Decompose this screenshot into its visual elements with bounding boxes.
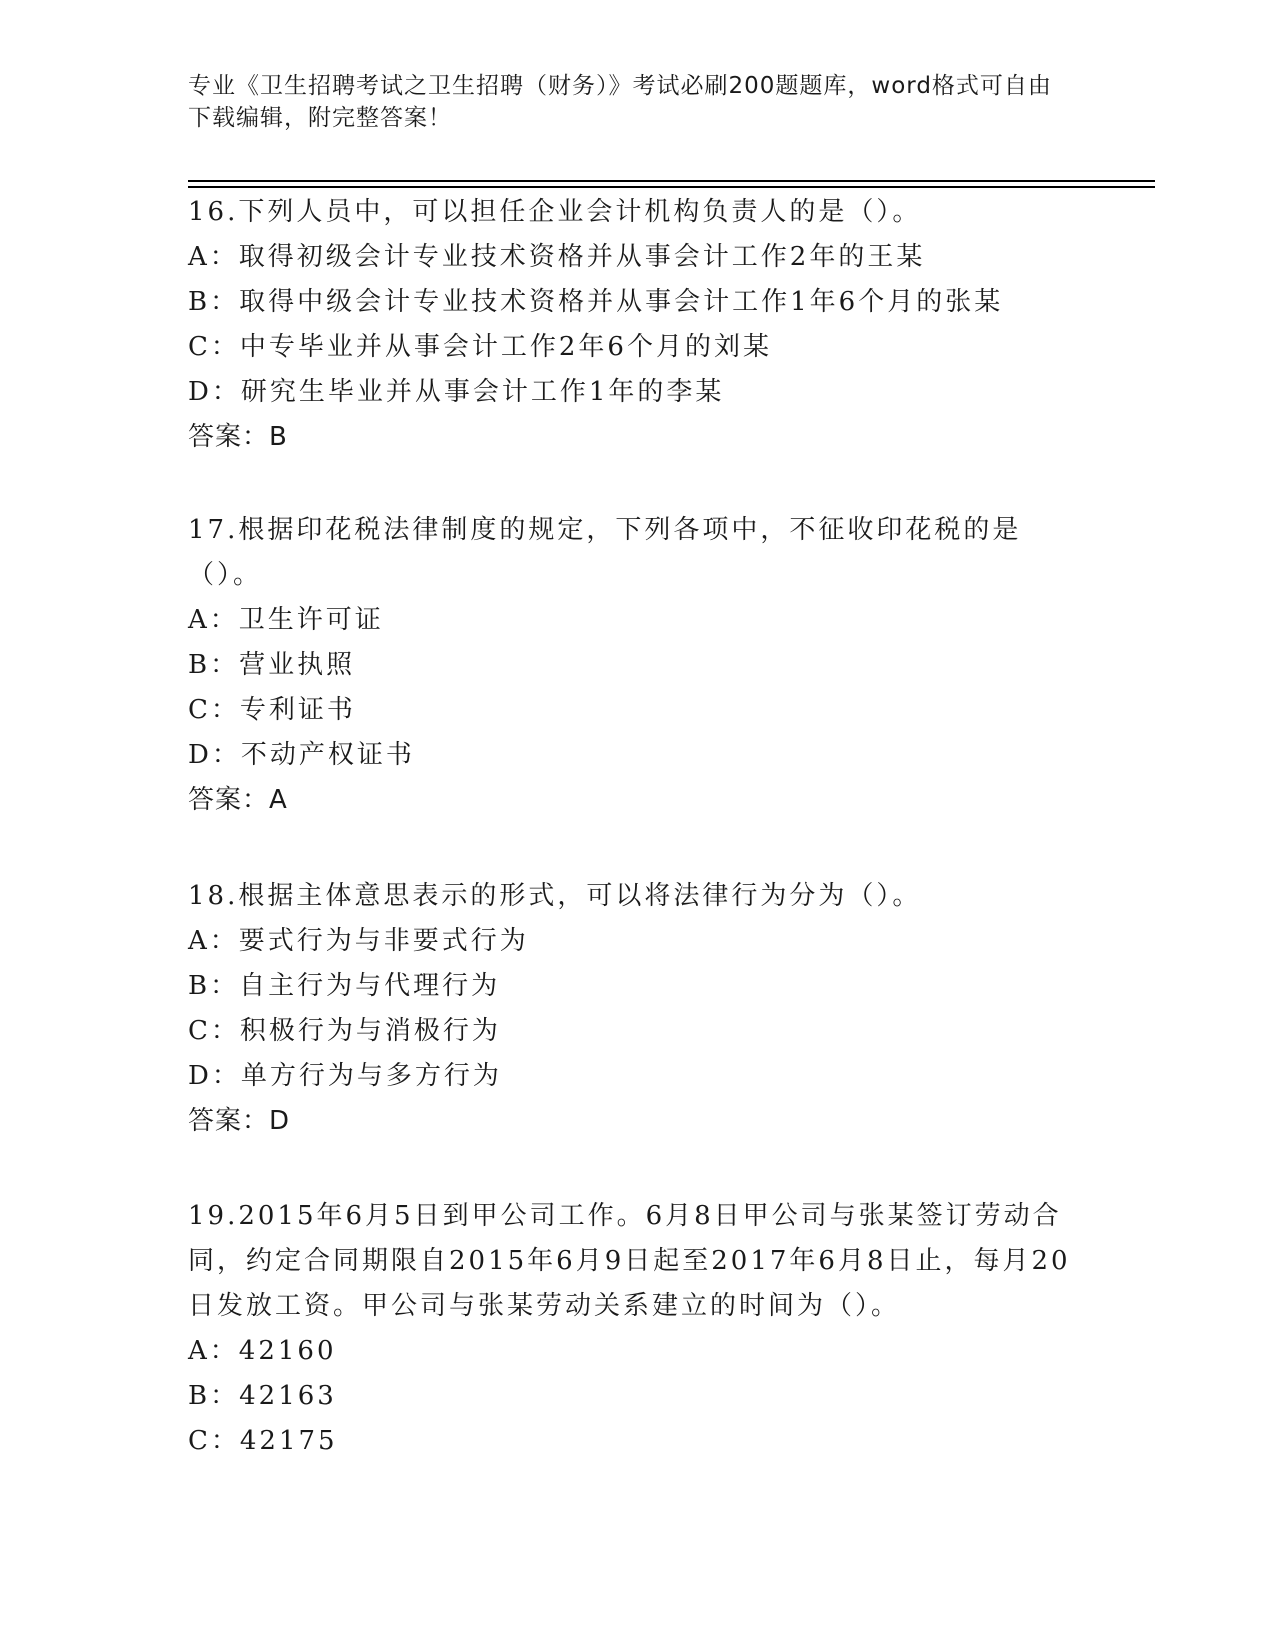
option-a: A：卫生许可证 bbox=[188, 605, 384, 635]
option-c: C：积极行为与消极行为 bbox=[188, 1016, 501, 1046]
option-c: C：专利证书 bbox=[188, 695, 356, 725]
document-header: 专业《卫生招聘考试之卫生招聘（财务）》考试必刷200题题库，word格式可自由下载编辑，附完整答案！ bbox=[188, 73, 1052, 131]
option-b: B：取得中级会计专业技术资格并从事会计工作1年6个月的张某 bbox=[188, 287, 1004, 317]
header-divider-top bbox=[188, 180, 1155, 182]
option-b: B：营业执照 bbox=[188, 650, 356, 680]
question-17 bbox=[188, 508, 1078, 823]
option-b: B：自主行为与代理行为 bbox=[188, 971, 501, 1001]
question-text: 19.2015年6月5日到甲公司工作。6月8日甲公司与张某签订劳动合同，约定合同期限自2015年6月9日起至2017年6月8日止，每月20日发放工资。甲公司与张某劳动关系建立的时间为（）。 bbox=[188, 1201, 1071, 1321]
option-d: D：研究生毕业并从事会计工作1年的李某 bbox=[188, 377, 725, 407]
question-18 bbox=[188, 874, 1078, 1144]
option-a: A：要式行为与非要式行为 bbox=[188, 926, 529, 956]
option-d: D：单方行为与多方行为 bbox=[188, 1061, 502, 1091]
option-b: B：42163 bbox=[188, 1381, 337, 1411]
answer: 答案：A bbox=[188, 785, 288, 815]
option-c: C：42175 bbox=[188, 1426, 338, 1456]
option-a: A：取得初级会计专业技术资格并从事会计工作2年的王某 bbox=[188, 242, 926, 272]
answer: 答案：B bbox=[188, 422, 288, 452]
question-text: 17.根据印花税法律制度的规定，下列各项中，不征收印花税的是（）。 bbox=[188, 515, 1022, 590]
header-divider-bottom bbox=[188, 186, 1155, 188]
answer: 答案：D bbox=[188, 1106, 291, 1136]
question-16 bbox=[188, 190, 1078, 460]
question-text: 16.下列人员中，可以担任企业会计机构负责人的是（）。 bbox=[188, 197, 922, 227]
question-19 bbox=[188, 1194, 1078, 1464]
question-text: 18.根据主体意思表示的形式，可以将法律行为分为（）。 bbox=[188, 881, 922, 911]
option-d: D：不动产权证书 bbox=[188, 740, 415, 770]
option-a: A：42160 bbox=[188, 1336, 337, 1366]
option-c: C：中专毕业并从事会计工作2年6个月的刘某 bbox=[188, 332, 772, 362]
